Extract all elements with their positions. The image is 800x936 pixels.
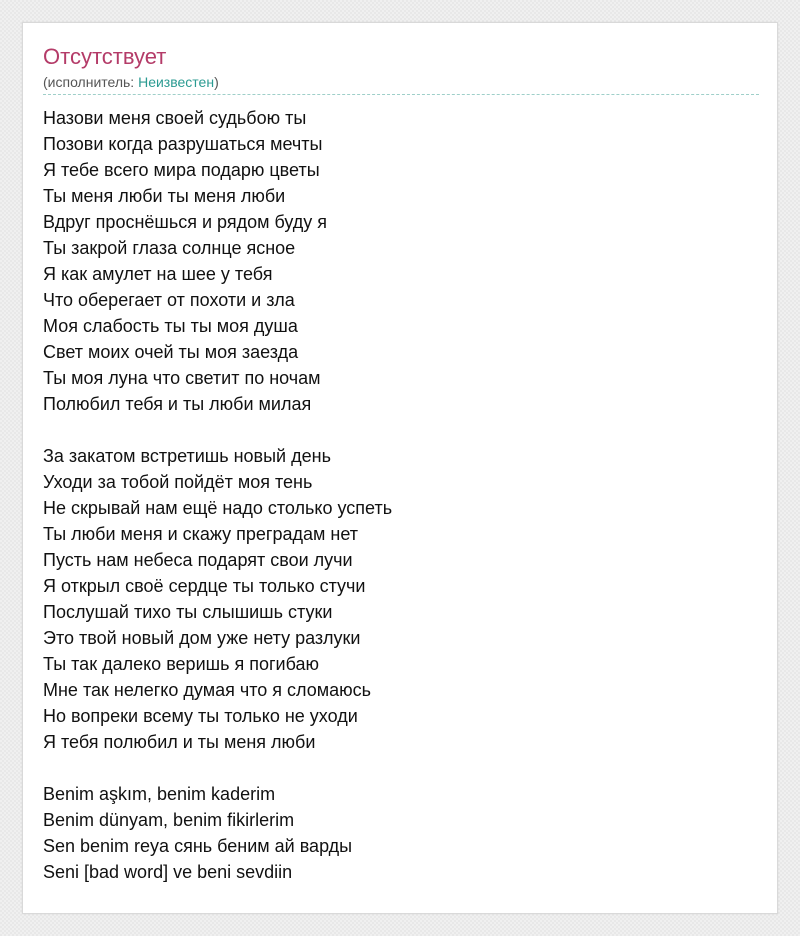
lyrics-body [43,105,759,885]
lyric-line: Ты закрой глаза солнце ясное [43,238,296,258]
lyric-line: Не скрывай нам ещё надо столько успеть [43,498,393,518]
lyric-line: Я как амулет на шее у тебя [43,264,273,284]
lyric-line: Ты меня люби ты меня люби [43,186,286,206]
lyric-line: Пусть нам небеса подарят свои лучи [43,550,353,570]
lyric-line: За закатом встретишь новый день [43,446,331,466]
lyric-line: Свет моих очей ты моя заезда [43,342,299,362]
lyric-line: Это твой новый дом уже нету разлуки [43,628,361,648]
lyrics-stanza [43,781,759,885]
lyric-line: Моя слабость ты ты моя душа [43,316,298,336]
lyric-line: Назови меня своей судьбою ты [43,108,307,128]
artist-line [43,72,759,95]
lyric-line: Ты люби меня и скажу преградам нет [43,524,359,544]
lyrics-card [22,22,778,914]
lyric-line: Seni [bad word] ve beni sevdiin [43,862,293,882]
lyrics-stanza [43,443,759,755]
lyric-line: Benim dünyam, benim fikirlerim [43,810,295,830]
lyric-line: Ты так далеко веришь я погибаю [43,654,319,674]
lyric-line: Я открыл своё сердце ты только стучи [43,576,366,596]
lyrics-stanza [43,105,759,417]
lyric-line: Что оберегает от похоти и зла [43,290,295,310]
artist-prefix: (исполнитель: [43,74,139,90]
lyric-line: Уходи за тобой пойдёт моя тень [43,472,313,492]
lyric-line: Позови когда разрушаться мечты [43,134,323,154]
lyric-line: Ты моя луна что светит по ночам [43,368,321,388]
lyric-line: Sen benim reya сянь беним ай варды [43,836,353,856]
lyric-line: Benim aşkım, benim kaderim [43,784,276,804]
artist-suffix: ) [214,74,219,90]
song-title: Отсутствует [43,44,167,69]
lyric-line: Послушай тихо ты слышишь стуки [43,602,333,622]
lyric-line: Я тебя полюбил и ты меня люби [43,732,316,752]
lyric-line: Мне так нелегко думая что я сломаюсь [43,680,371,700]
lyric-line: Полюбил тебя и ты люби милая [43,394,312,414]
lyric-line: Я тебе всего мира подарю цветы [43,160,320,180]
lyric-line: Но вопреки всему ты только не уходи [43,706,358,726]
artist-link[interactable]: Неизвестен [138,74,215,90]
lyric-line: Вдруг проснёшься и рядом буду я [43,212,328,232]
